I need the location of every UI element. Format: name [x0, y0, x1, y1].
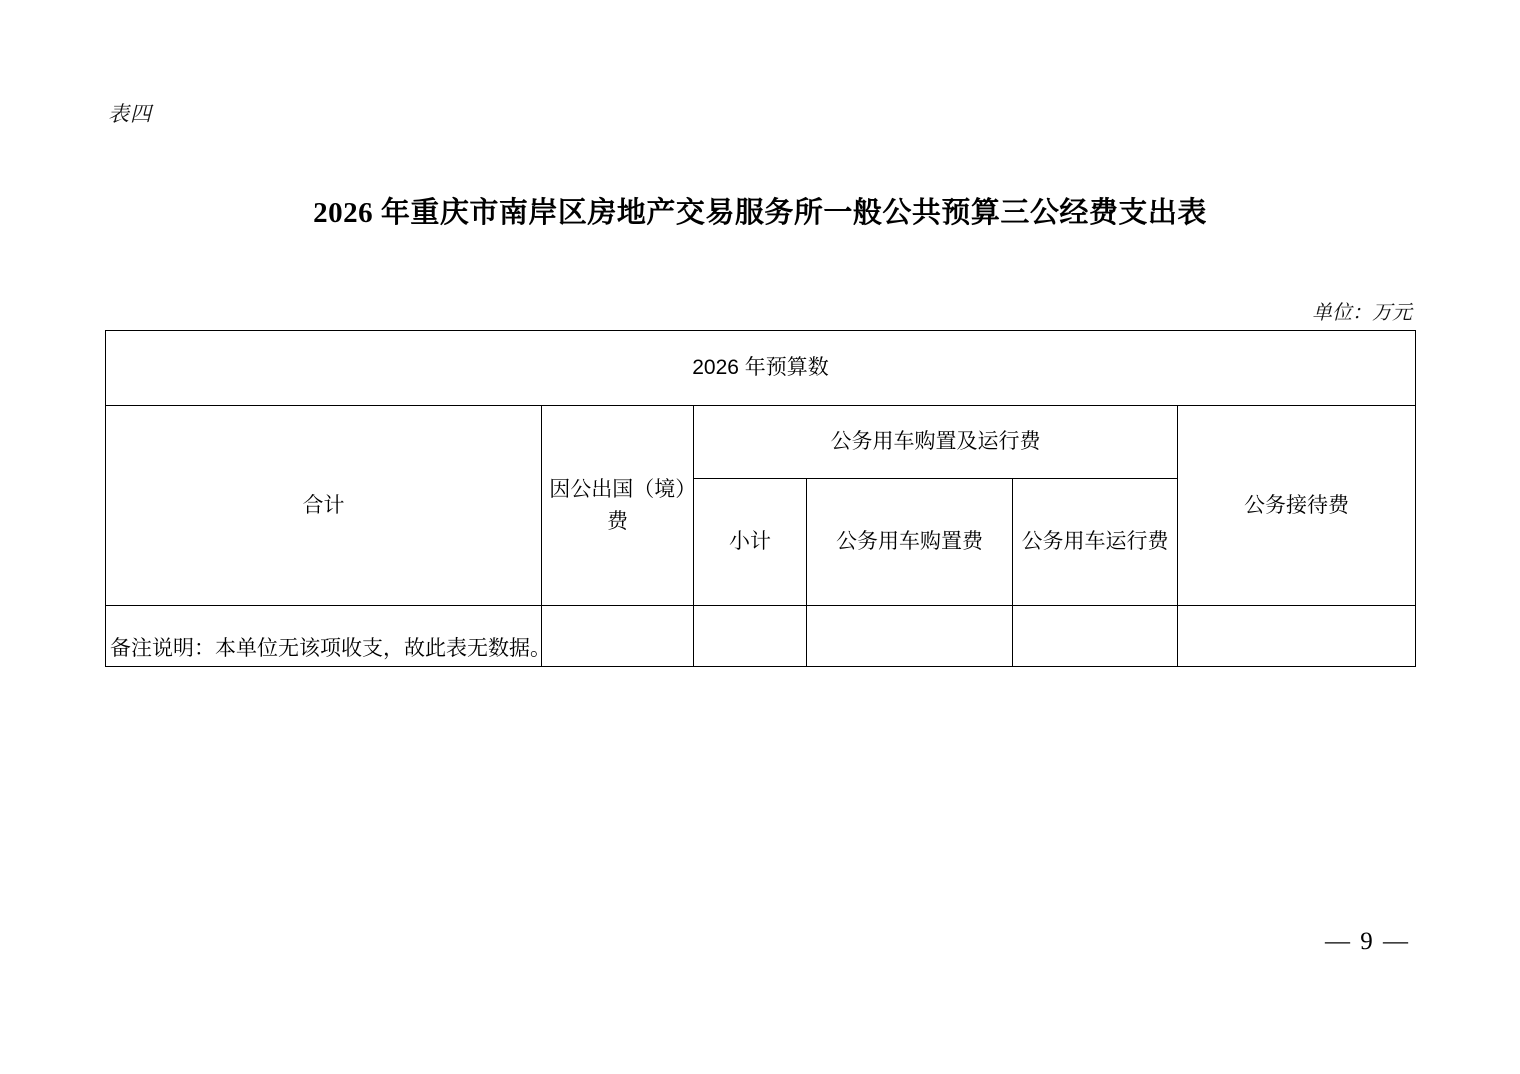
header-hospitality: 公务接待费: [1178, 406, 1416, 606]
header-total: 合计: [106, 406, 542, 606]
table-tag: 表四: [108, 102, 152, 126]
header-vehicle-purchase: 公务用车购置费: [807, 479, 1013, 606]
header-vehicle-operation: 公务用车运行费: [1013, 479, 1178, 606]
table-row-year-header: [106, 331, 1416, 406]
cell-vehicle-operation: [1013, 606, 1178, 667]
cell-vehicle-purchase: [807, 606, 1013, 667]
header-vehicle-subtotal: 小计: [694, 479, 807, 606]
year-header-cell: 2026 年预算数: [106, 331, 1416, 406]
cell-abroad: [542, 606, 694, 667]
note-text: 备注说明：本单位无该项收支，故此表无数据。: [110, 636, 551, 660]
budget-table: [105, 330, 1416, 667]
header-vehicle-group: 公务用车购置及运行费: [694, 406, 1178, 479]
page-title: 2026 年重庆市南岸区房地产交易服务所一般公共预算三公经费支出表: [313, 197, 1207, 229]
cell-hospitality: [1178, 606, 1416, 667]
unit-label: 单位：万元: [1312, 302, 1412, 324]
table-row-group-header: [106, 406, 1416, 479]
page-number: — 9 —: [1325, 928, 1410, 955]
header-abroad: 因公出国（境）费: [542, 406, 694, 606]
cell-vehicle-subtotal: [694, 606, 807, 667]
